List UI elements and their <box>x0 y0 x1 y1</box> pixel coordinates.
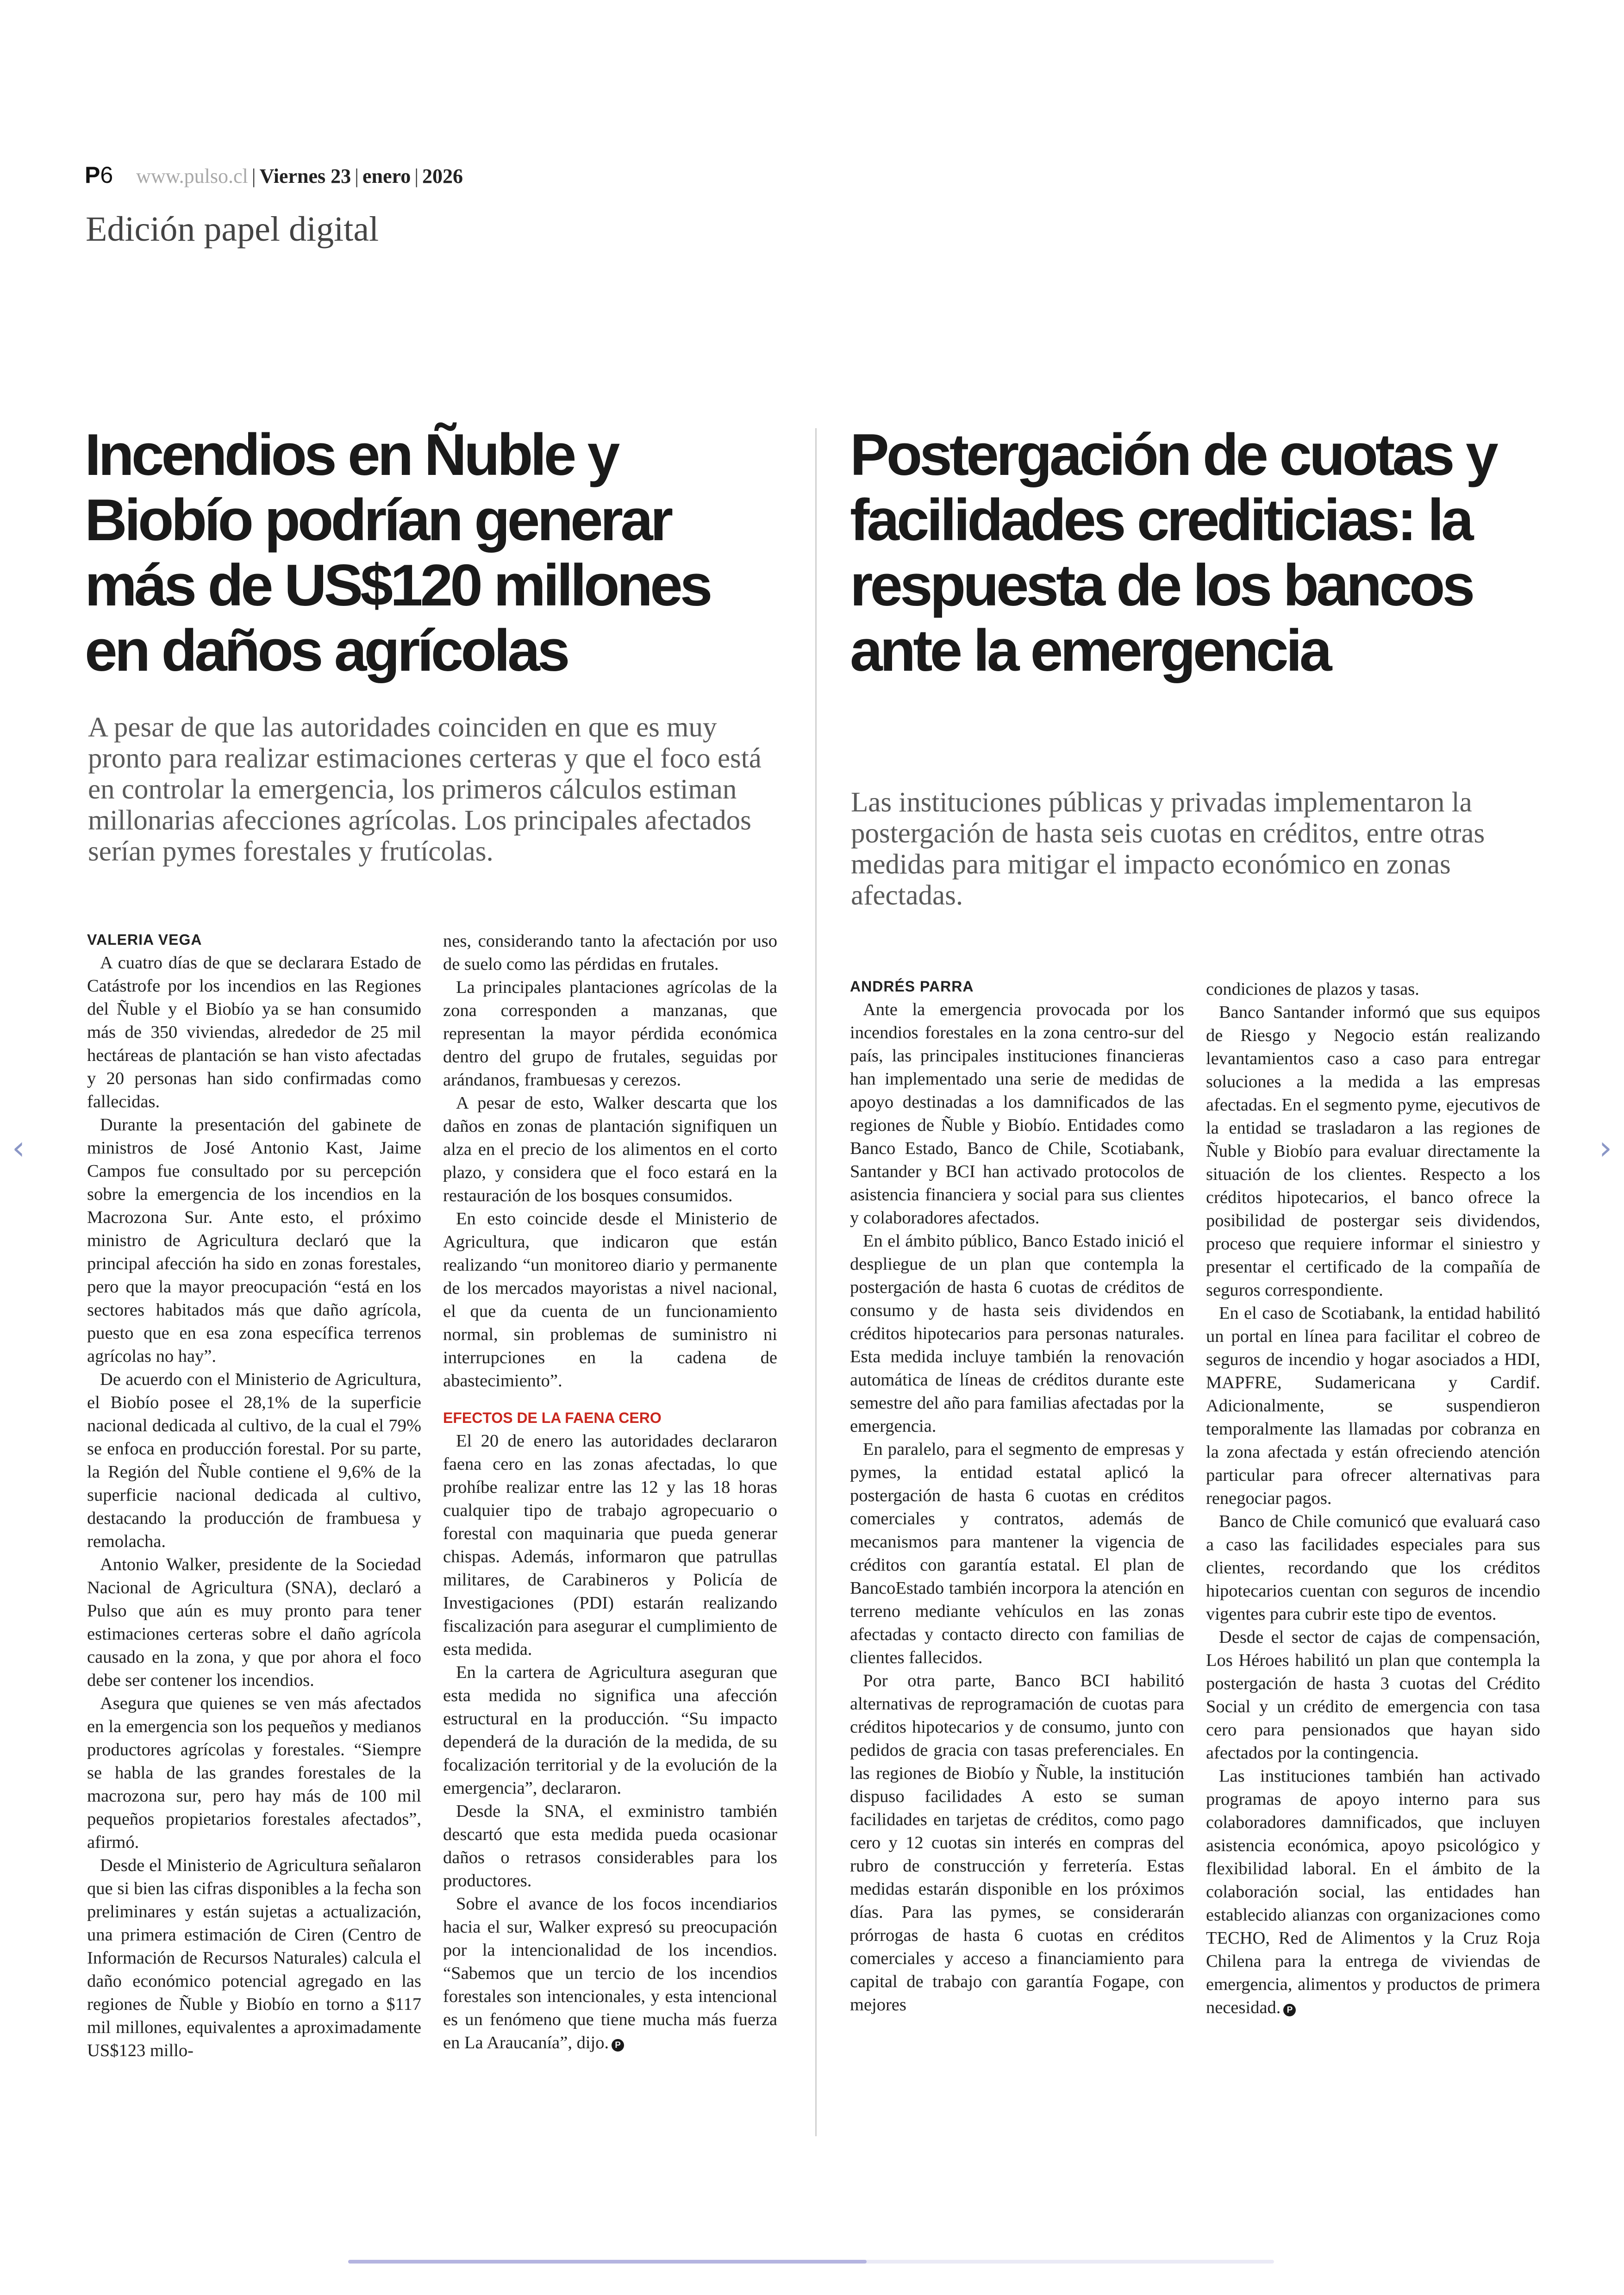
body-paragraph: Banco de Chile comunicó que evaluará caso a caso las facilidades especiales para sus clientes, recordando que los créditos hipotecarios cuentan con seguros de incendio vigentes para cubrir este tipo de eventos. <box>1206 1512 1540 1624</box>
header-separator: | <box>414 165 419 187</box>
body-paragraph: En el ámbito público, Banco Estado inició el despliegue de un plan que contempla la postergación de hasta 6 cuotas de créditos de consumo y de hasta seis dividendos en créditos hipotecarios para personas naturales. Esta medida incluye también la renovación automática de líneas de créditos durante este semestre del año para familias afectadas por la emergencia. <box>850 1231 1184 1436</box>
body-paragraph: Banco Santander informó que sus equipos de Riesgo y Negocio están realizando levantamientos caso a caso para entregar soluciones a la medida a las empresas afectadas. En el segmento pyme, ejecutivos de la entidad se trasladaron a las regiones de Ñuble y Biobío para evaluar directamente la situación de los clientes. Respecto a los créditos hipotecarios, el banco ofrece la posibilidad de postergar seis dividendos, proceso que requiere informar el siniestro y presentar el certificado de la compañía de seguros correspondiente. <box>1206 1003 1540 1300</box>
body-paragraph: Desde la SNA, el exministro también descartó que esta medida pueda ocasionar daños o retrasos considerables para los productores. <box>443 1802 777 1890</box>
body-paragraph: Antonio Walker, presidente de la Sociedad Nacional de Agricultura (SNA), declaró a Pulso que aún es muy pronto para tener estimaciones certeras sobre el daño agrícola causado en la zona, y que por ahora el foco debe ser contener los incendios. <box>87 1555 421 1690</box>
right-article-column-1 <box>850 975 1184 2016</box>
body-paragraph: El 20 de enero las autoridades declararon faena cero en las zonas afectadas, lo que prohíbe realizar entre las 12 y las 18 horas cualquier tipo de trabajo agropecuario o forestal con maquinaria que pueda generar chispas. Además, informaron que patrullas militares, de Carabineros y Policía de Investigaciones (PDI) estarán realizando fiscalización para asegurar el cumplimiento de esta medida. <box>443 1431 777 1659</box>
body-paragraph: En paralelo, para el segmento de empresas y pymes, la entidad estatal aplicó la postergación de hasta 6 cuotas en créditos comerciales y contratos, además de mecanismos para mantener la vigencia de créditos con garantía estatal. El plan de BancoEstado también incorpora la atención en terreno mediante vehículos en las zonas afectadas y contacto directo con familias de clientes fallecidos. <box>850 1440 1184 1667</box>
body-paragraph: Desde el sector de cajas de compensación, Los Héroes habilitó un plan que contempla la postergación de hasta 3 cuotas del Crédito Social y un crédito de emergencia con tasa cero para pensionados que hayan sido afectados por la contingencia. <box>1206 1628 1540 1763</box>
left-article-deck: A pesar de que las autoridades coinciden en que es muy pronto para realizar estimaciones certeras y que el foco está en controlar la emergencia, los primeros cálculos estiman millonarias afecciones agrícolas. Los principales afectados serían pymes forestales y frutícolas. <box>88 712 762 867</box>
right-article-deck: Las instituciones públicas y privadas implementaron la postergación de hasta seis cuotas en créditos, entre otras medidas para mitigar el impacto económico en zonas afectadas. <box>851 787 1485 911</box>
body-paragraph: Durante la presentación del gabinete de ministros de José Antonio Kast, Jaime Campos fue consultado por su percepción sobre la emergencia de los incendios en la Macrozona Sur. Ante esto, el próximo ministro de Agricultura declaró que la principal afección ha sido en zonas forestales, pero que la mayor preocupación “está en los sectores habitados más que daño agrícola, puesto que en esa zona específica terrenos agrícolas no hay”. <box>87 1115 421 1366</box>
header-day: Viernes 23 <box>259 165 351 187</box>
column-divider <box>815 428 817 2136</box>
body-paragraph-text: Las instituciones también han activado programas de apoyo interno para sus colaboradores damnificados, que incluyen asistencia económica, apoyo psicológico y flexibilidad laboral. En el ámbito de la colaboración social, las entidades han establecido alianzas con organizaciones como TECHO, Red de Alimentos y la Cruz Roja Chilena para la entrega de viviendas de emergencia, alimentos y productos de primera necesidad. <box>1206 1766 1540 2017</box>
body-paragraph: Por otra parte, Banco BCI habilitó alternativas de reprogramación de cuotas para créditos hipotecarios y de consumo, junto con pedidos de gracia con tasas preferenciales. En las regiones de Biobío y Ñuble, la institución dispuso facilidades A esto se suman facilidades en tarjetas de créditos, como pago cero y 12 cuotas sin interés en compras del rubro de construcción y ferretería. Estas medidas estarán disponible en los próximos días. Para las pymes, se considerarán prórrogas de hasta 6 cuotas en créditos comerciales y acceso a financiamiento para capital de trabajo con garantía Fogape, con mejores <box>850 1671 1184 2014</box>
body-paragraph: A pesar de esto, Walker descarta que los daños en zonas de plantación signifiquen un alza en el precio de los alimentos en el corto plazo, y considera que el foco estará en la restauración de los bosques consumidos. <box>443 1093 777 1205</box>
chevron-left-icon: ‹ <box>12 1129 25 1167</box>
previous-page-button[interactable] <box>5 1129 32 1166</box>
body-paragraph: Ante la emergencia provocada por los incendios forestales en la zona centro-sur del país, las principales instituciones financieras han implementado una serie de medidas de apoyo destinadas a los damnificados de las regiones de Ñuble y Biobío. Entidades como Banco Estado, Banco de Chile, Scotiabank, Santander y BCI han activado protocolos de asistencia financiera y social para sus clientes y colaboradores afectados. <box>850 1000 1184 1228</box>
right-article-column-2 <box>1206 978 1540 2019</box>
chevron-right-icon: › <box>1599 1129 1612 1167</box>
page-header <box>85 159 640 191</box>
header-month: enero <box>362 165 411 187</box>
body-paragraph-continuation: nes, considerando tanto la afectación por uso de suelo como las pérdidas en frutales. <box>443 931 777 974</box>
pulso-logo: P <box>85 162 100 188</box>
body-paragraph: En esto coincide desde el Ministerio de Agricultura, que indicaron que están realizando “un monitoreo diario y permanente de los mercados mayoristas a nivel nacional, el que da cuenta de un funcionamiento normal, sin problemas de suministro ni interrupciones en la cadena de abastecimiento”. <box>443 1209 777 1391</box>
page-number: 6 <box>100 162 113 188</box>
scroll-thumb[interactable] <box>348 2260 867 2264</box>
body-paragraph: De acuerdo con el Ministerio de Agricultura, el Biobío posee el 28,1% de la superficie nacional dedicada al cultivo, de la cual el 79% se enfoca en producción forestal. Por su parte, la Región del Ñuble contiene el 9,6% de la superficie nacional dedicada al cultivo, destacando la producción de frambuesa y remolacha. <box>87 1370 421 1551</box>
body-paragraph-last <box>443 1892 777 2054</box>
body-paragraph-last <box>1206 1765 1540 2019</box>
end-mark-icon: P <box>612 2039 624 2052</box>
body-paragraph: Desde el Ministerio de Agricultura señalaron que si bien las cifras disponibles a la fecha son preliminares y están sujetas a actualización, una primera estimación de Ciren (Centro de Información de Recursos Naturales) calcula el daño económico potencial agregado en las regiones de Ñuble y Biobío en torno a $117 mil millones, equivalentes a aproximadamente US$123 millo- <box>87 1856 421 2060</box>
body-paragraph: Asegura que quienes se ven más afectados en la emergencia son los pequeños y medianos productores agrícolas y forestales. “Siempre se habla de las grandes forestales de la macrozona sur, pero hay más de 100 mil pequeños propietarios forestales afectados”, afirmó. <box>87 1694 421 1852</box>
body-paragraph: En el caso de Scotiabank, la entidad habilitó un portal en línea para facilitar el cobreo de seguros de incendio y hogar asociados a HDI, MAPFRE, Sudamericana y Cardif. Adicionalmente, se suspendieron temporalmente las llamadas por cobranza en la zona afectada y están ofreciendo atención particular para ofrecer alternativas para renegociar pagos. <box>1206 1303 1540 1508</box>
next-page-button[interactable] <box>1592 1129 1619 1166</box>
left-article-byline: VALERIA VEGA <box>87 931 202 948</box>
site-url[interactable]: www.pulso.cl <box>136 165 248 187</box>
left-article-headline: Incendios en Ñuble y Biobío podrían generar más de US$120 millones en daños agrícolas <box>85 422 710 683</box>
right-article-byline: ANDRÉS PARRA <box>850 978 974 995</box>
header-separator: | <box>251 165 256 187</box>
body-paragraph: En la cartera de Agricultura aseguran que esta medida no significa una afección estructural en la producción. “Su impacto dependerá de la duración de la medida, de su focalización territorial y de la evolución de la emergencia”, declararon. <box>443 1663 777 1798</box>
body-paragraph: A cuatro días de que se declarara Estado de Catástrofe por los incendios en las Regiones del Ñuble y el Biobío ya se han consumido más de 350 viviendas, alrededor de 25 mil hectáreas de plantación se han visto afectadas y 20 personas han sido confirmadas como fallecidas. <box>87 953 421 1111</box>
body-paragraph-continuation: condiciones de plazos y tasas. <box>1206 979 1419 999</box>
edition-label: Edición papel digital <box>86 210 379 249</box>
body-paragraph: La principales plantaciones agrícolas de la zona corresponden a manzanas, que representan la mayor pérdida económica dentro del grupo de frutales, seguidas por arándanos, frambuesas y cerezos. <box>443 978 777 1090</box>
right-article-headline: Postergación de cuotas y facilidades crediticias: la respuesta de los bancos ante la emergencia <box>850 422 1496 683</box>
section-subhead: EFECTOS DE LA FAENA CERO <box>443 1409 662 1426</box>
body-paragraph-text: Sobre el avance de los focos incendiarios hacia el sur, Walker expresó su preocupación por la intencionalidad de los incendios. “Sabemos que un tercio de los incendios forestales son intencionales, y esta intencional es un fenómeno que tiene mucha más fuerza en La Araucanía”, dijo. <box>443 1894 777 2052</box>
left-article-column-2 <box>443 929 777 2054</box>
left-article-column-1 <box>87 928 421 2062</box>
header-separator: | <box>355 165 359 187</box>
header-year: 2026 <box>422 165 463 187</box>
end-mark-icon: P <box>1283 2004 1296 2016</box>
